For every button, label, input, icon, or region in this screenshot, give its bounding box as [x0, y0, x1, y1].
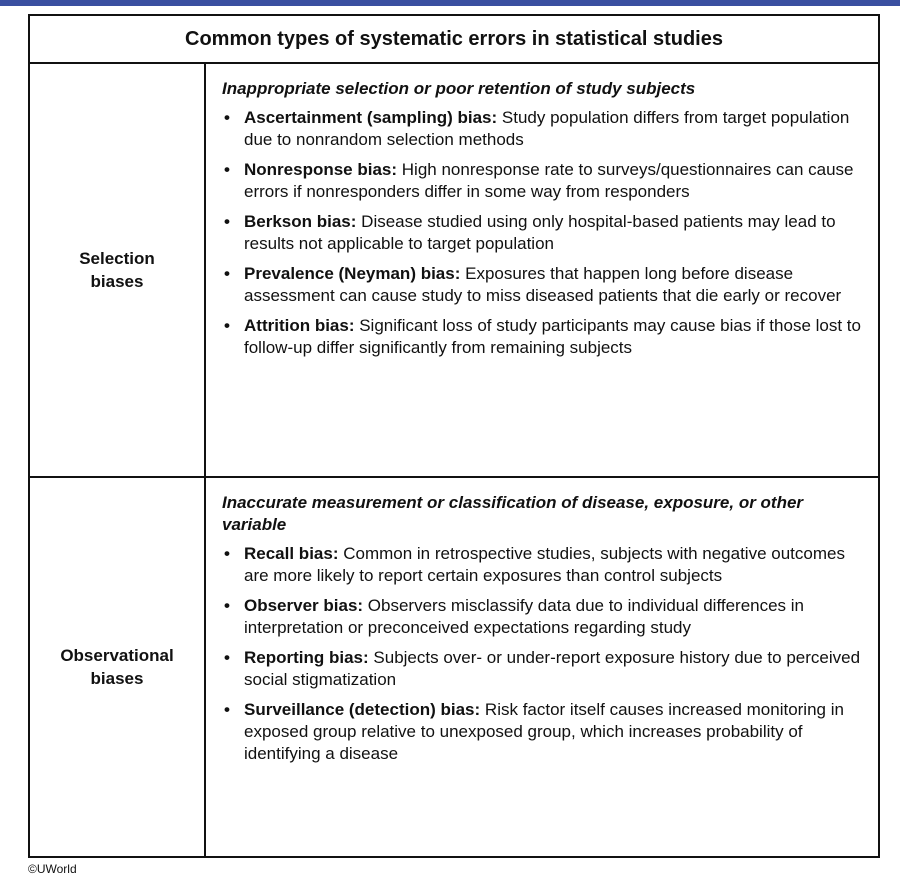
bias-term: Ascertainment (sampling) bias: [244, 108, 498, 127]
top-accent-bar [0, 0, 900, 6]
list-item-reporting-bias [222, 647, 864, 691]
bias-table [28, 14, 880, 858]
bias-description: Study population differs from target population due to nonrandom selection methods [244, 108, 850, 149]
section-heading: Inaccurate measurement or classification of disease, exposure, or other variable [222, 493, 804, 534]
bias-description: Risk factor itself causes increased monitoring in exposed group relative to unexposed group, which increases probability of identifying a disease [244, 700, 844, 763]
bullet-icon: • [224, 212, 230, 231]
copyright-notice: ©UWorld [28, 862, 77, 876]
list-item-surveillance-bias [222, 699, 864, 765]
bias-term: Attrition bias: [244, 316, 355, 335]
section-heading: Inappropriate selection or poor retention of study subjects [222, 79, 696, 98]
bias-description: Significant loss of study participants may cause bias if those lost to follow-up differ significantly from remaining subjects [244, 316, 861, 357]
bias-description: High nonresponse rate to surveys/questionnaires can cause errors if nonresponders differ in some way from responders [244, 160, 854, 201]
bias-list [222, 107, 864, 359]
row-content-observational-biases [206, 478, 878, 856]
bias-description: Observers misclassify data due to individual differences in interpretation or preconceived expectations regarding study [244, 596, 805, 637]
bias-list [222, 543, 864, 765]
bias-description: Disease studied using only hospital-based patients may lead to results not applicable to target population [244, 212, 836, 253]
bullet-icon: • [224, 700, 230, 719]
list-item-berkson-bias [222, 211, 864, 255]
bullet-icon: • [224, 648, 230, 667]
bias-term: Prevalence (Neyman) bias: [244, 264, 461, 283]
bias-description: Subjects over- or under-report exposure history due to perceived social stigmatization [244, 648, 861, 689]
bullet-icon: • [224, 316, 230, 335]
selection-biases-row [30, 64, 878, 478]
bias-term: Nonresponse bias: [244, 160, 398, 179]
observational-biases-row [30, 478, 878, 856]
bias-term: Observer bias: [244, 596, 364, 615]
bias-term: Berkson bias: [244, 212, 357, 231]
list-item-prevalence-bias [222, 263, 864, 307]
bias-description: Exposures that happen long before disease assessment can cause study to miss diseased patients that die early or recover [244, 264, 842, 305]
list-item-recall-bias [222, 543, 864, 587]
bias-term: Recall bias: [244, 544, 339, 563]
bullet-icon: • [224, 596, 230, 615]
list-item-attrition-bias [222, 315, 864, 359]
list-item-nonresponse-bias [222, 159, 864, 203]
bullet-icon: • [224, 544, 230, 563]
bullet-icon: • [224, 108, 230, 127]
bullet-icon: • [224, 160, 230, 179]
list-item-ascertainment-bias [222, 107, 864, 151]
row-label-selection-biases: Selection biases [30, 64, 206, 476]
list-item-observer-bias [222, 595, 864, 639]
row-content-selection-biases [206, 64, 878, 476]
row-label-observational-biases: Observational biases [30, 478, 206, 856]
bias-description: Common in retrospective studies, subjects with negative outcomes are more likely to report certain exposures than control subjects [244, 544, 845, 585]
bullet-icon: • [224, 264, 230, 283]
bias-term: Surveillance (detection) bias: [244, 700, 481, 719]
table-title: Common types of systematic errors in statistical studies [30, 16, 878, 64]
bias-term: Reporting bias: [244, 648, 369, 667]
